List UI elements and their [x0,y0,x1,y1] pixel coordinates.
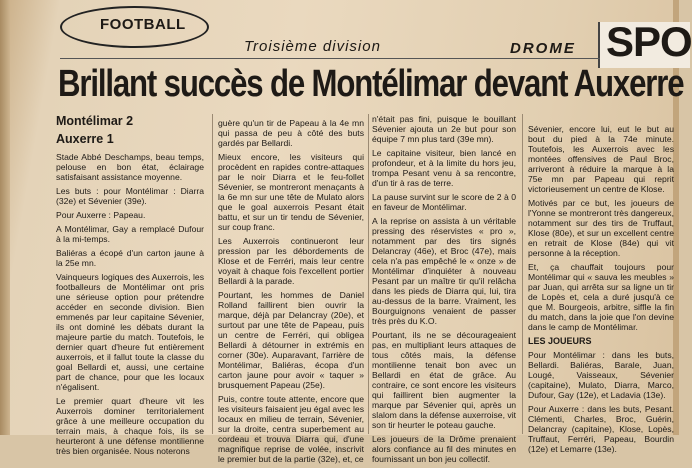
paragraph: Stade Abbé Deschamps, beau temps, pelouse en bon état, éclairage satisfaisant assistance moyenne. [56,152,204,182]
headline: Brillant succès de Montélimar devant Auxerre [58,63,684,105]
paragraph: Le premier quart d'heure vit les Auxerrois dominer territorialement grâce à une meilleure occupation du terrain mais, à chaque fois, ils se heurteront à une défense montilienne très bien organisée. Nous noterons [56,396,204,456]
column-divider [522,114,523,434]
paragraph: Sévenier, encore lui, eut le but au bout du pied à la 74e minute. Toutefois, les Auxerrois avec les montées offensives de Paul Broc, arriveront à réduire la marque à la 75e mn par Papeau qui reprit victorieusement un centre de Klose. [528,124,674,194]
article-column-1 [56,114,204,460]
column-divider [212,114,213,434]
paragraph: Les joueurs de la Drôme prenaient alors confiance au fil des minutes en fournissant un bon jeu collectif. [372,434,516,464]
header-rule [60,58,600,59]
paragraph: Mieux encore, les visiteurs qui procèdent en rapides contre-attaques par le noir Diarra et le feu-follet Sévenier, se montreront menaçants à la 6e mn sur une tête de Mulato alors que le goal auxerrois Pesant était battu, et sur un tir tendu de Sévenier, sur coup franc. [218,152,364,232]
paragraph: La pause survint sur le score de 2 à 0 en faveur de Montélimar. [372,192,516,212]
players-auxerre: Pour Auxerre : dans les buts, Pesant. Clémenti, Charles, Broc, Guérin, Delancray (capitaine), Klose, Lopès, Truffaut, Ferréri, Papeau, Bourdin (12e) et Lemarre (13e). [528,404,674,454]
article-column-2 [218,118,364,468]
article-column-3 [372,114,516,468]
division-label: Troisième division [244,38,381,55]
paragraph: Motivés par ce but, les joueurs de l'Yonne se montreront très dangereux, notamment sur des tirs de Truffaut, Klose (80e), et sur un excellent centre en retrait de Klose (84e) qui vit personne à la réception. [528,198,674,258]
paragraph: A Montélimar, Gay a remplacé Dufour à la mi-temps. [56,224,204,244]
paragraph: n'était pas fini, puisque le bouillant Sévenier ajouta un 2e but pour son équipe 7 mn plus tard (39e mn). [372,114,516,144]
paragraph: Pourtant, ils ne se décourageaient pas, en multipliant leurs attaques de tous côtés mais, la défense montilienne tenait bon avec un Bellardi en état de grâce. Au contraire, ce sont encore les visiteurs qui faillirent bien augmenter la marque par Sévenier qui, après un slalom dans la défense auxerroise, vit son tir heurter le poteau gauche. [372,330,516,430]
section-tab-label: SPO [606,18,692,65]
paragraph: Baliéras a écopé d'un carton jaune à la 25e mn. [56,248,204,268]
score-line-home: Montélimar 2 [56,114,134,128]
paragraph: Puis, contre toute attente, encore que les visiteurs faisaient jeu égal avec les locaux en milieu de terrain, Sévenier, sur la droite, centra superbement au cordeau et trouva Diarra qui, d'une magnifique reprise de volée, inscrivit le premier but de la partie (32e), et, ce [218,394,364,464]
paragraph: guère qu'un tir de Papeau à la 4e mn qui passa de peu à côté des buts gardés par Bellardi. [218,118,364,148]
paragraph: Les buts : pour Montélimar : Diarra (32e) et Sévenier (39e). [56,186,204,206]
paragraph: Le capitaine visiteur, bien lancé en profondeur, et à la limite du hors jeu, trompa Pesant venu à sa rencontre, d'un tir à ras de terre. [372,148,516,188]
region-label: DROME [510,40,576,57]
players-heading: LES JOUEURS [528,336,592,346]
paragraph: Vainqueurs logiques des Auxerrois, les footballeurs de Montélimar ont pris une sérieuse option pour prétendre accéder en seconde division. Bien emmenés par leur capitaine Sévenier, ils ont dominé les débats durant la majeure partie du match. Toutefois, le dernier quart d'heure fut entièrement auxerrois, et il fallut toute la classe du goal Bellardi et, aussi, une certaine part de chance, pour que les locaux n'égalisent. [56,272,204,392]
paragraph: Les Auxerrois continueront leur pression par les débordements de Klose et de Ferréri, mais leur centre voyait à chaque fois l'excellent portier Bellardi à la parade. [218,236,364,286]
score-line-away: Auxerre 1 [56,132,114,146]
torn-left-edge [0,0,10,435]
players-montelimar: Pour Montélimar : dans les buts, Bellardi. Baliéras, Barale, Juan, Lougé, Vaisseaux, Sévenier (capitaine), Mulato, Diarra, Marco, Dufour, Gay (12e), et Ladavia (13e). [528,350,674,400]
column-divider [368,114,369,434]
paragraph: A la reprise on assista à un véritable pressing des réservistes « pro », notamment par des tirs signés Delancray (46e), et Broc (47e), mais cela n'a pas empêché le « onze » de Montélimar d'inquiéter à nouveau Pesant par un maître tir qu'il relâcha dans les pieds de Diarra qui, lui, tira au-dessus de la barre. Vraiment, les Bourguignons venaient de passer très près du K.O. [372,216,516,326]
paragraph: Pourtant, les hommes de Daniel Rolland faillirent bien ouvrir la marque, déjà par Delancray (20e), et surtout par une tête de Papeau, puis un centre de Ferréri, qui obligea Bellardi à détourner in extrémis en corner (30e). Auparavant, l'arrière de Montélimar, Baliéras, écopa d'un carton jaune pour avoir « taquer » brusquement Papeau (25e). [218,290,364,390]
paragraph: Pour Auxerre : Papeau. [56,210,146,220]
article-column-4 [528,124,674,458]
paragraph: Et, ça chauffait toujours pour Montélimar qui « sauva les meubles » par Juan, qui arrêta sur sa ligne un tir de Lopès et, cela a duré jusqu'à ce que M. Bourgeois, arbitre, siffle la fin du match, dans la joie que l'on devine dans le camp de Montélimar. [528,262,674,332]
rubric-label: FOOTBALL [100,16,186,33]
